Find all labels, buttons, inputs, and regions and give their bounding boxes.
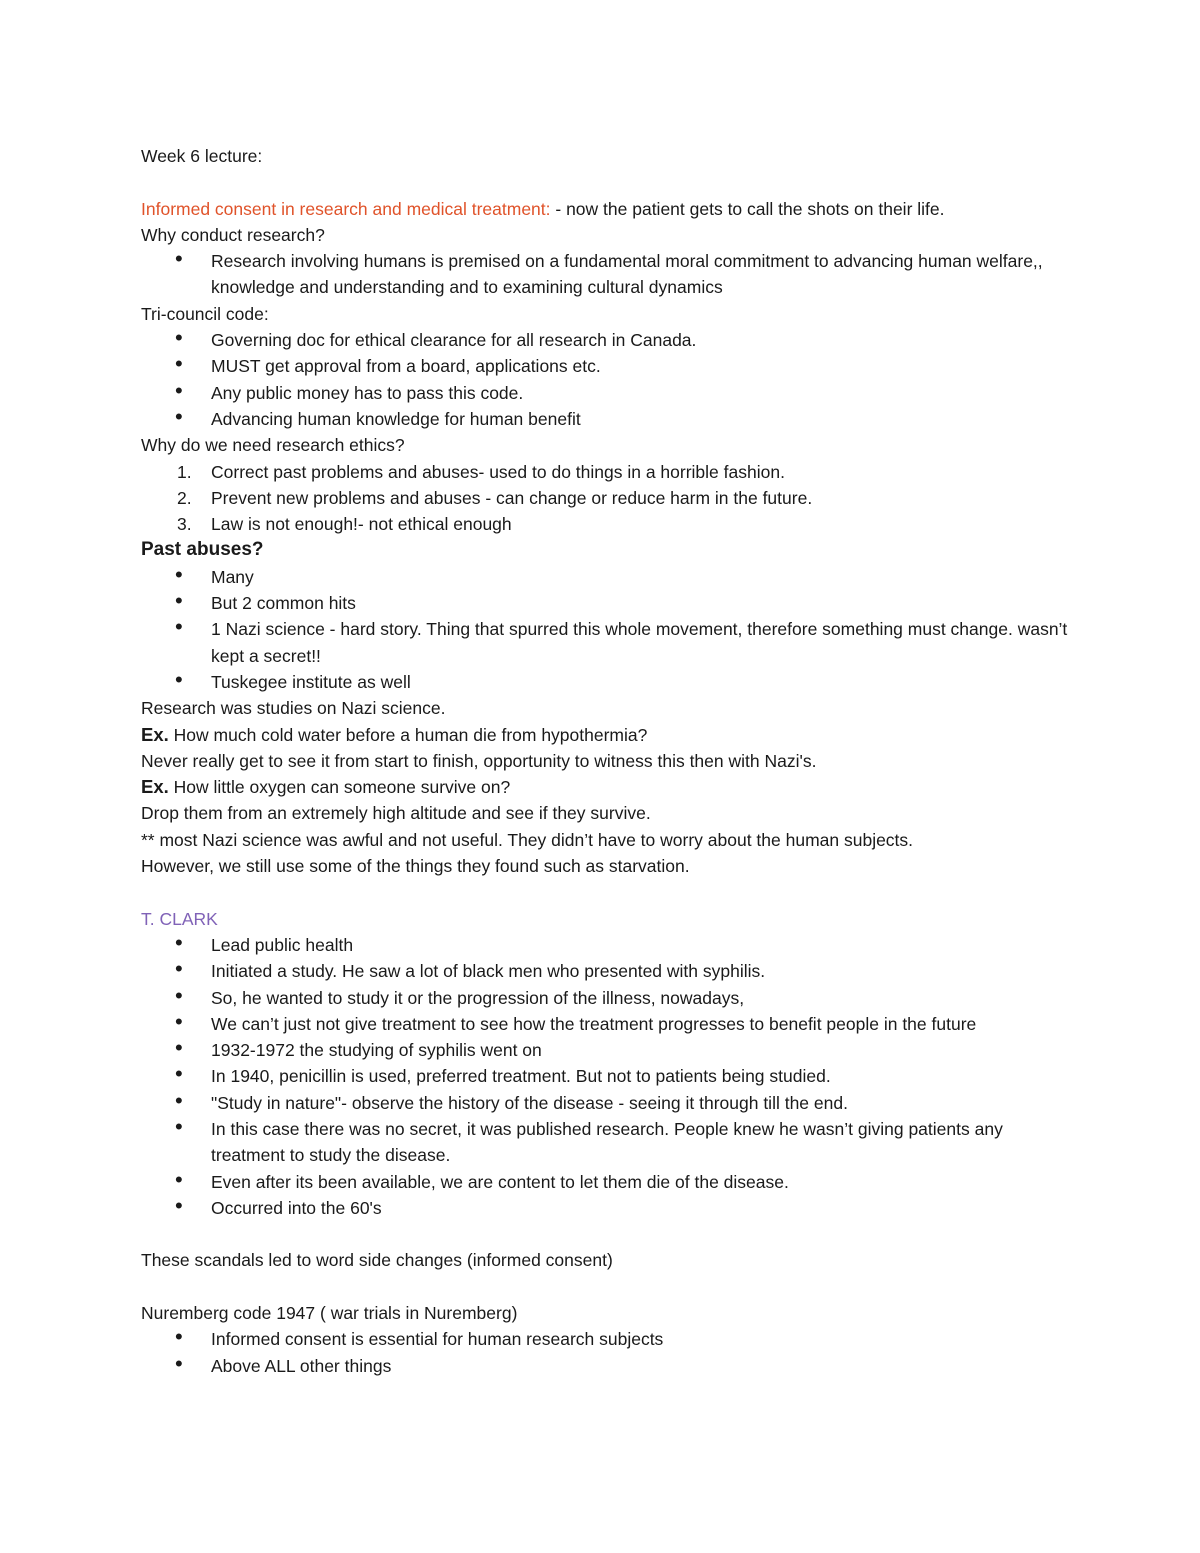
intro-line: [141, 196, 1071, 222]
clark-list: [141, 929, 1071, 1221]
bullet-icon: •: [175, 614, 183, 640]
document-body: [141, 143, 1071, 1379]
scandals-line: These scandals led to word side changes (informed consent): [141, 1250, 613, 1271]
spacer: [141, 879, 1071, 905]
example-2: [141, 774, 1071, 800]
list-item: [141, 666, 1071, 695]
list-item-text: 1 Nazi science - hard story. Thing that spurred this whole movement, therefore something must change. wasn’t kept a secret!!: [211, 619, 1068, 666]
numbered-item: [141, 485, 1071, 511]
why-ethics-list: [141, 459, 1071, 538]
numbered-item: [141, 459, 1071, 485]
list-item-text: Even after its been available, we are content to let them die of the disease.: [211, 1171, 789, 1192]
list-item: [141, 929, 1071, 958]
nuremberg-heading: Nuremberg code 1947 ( war trials in Nuremberg): [141, 1303, 518, 1324]
list-item: [141, 1166, 1071, 1195]
nazi-line-1: Research was studies on Nazi science.: [141, 698, 446, 719]
list-item-text: Law is not enough!- not ethical enough: [211, 514, 512, 535]
list-item-text: Informed consent is essential for human research subjects: [211, 1329, 664, 1350]
list-item: [141, 1037, 1071, 1063]
list-item-text: Many: [211, 566, 254, 587]
bullet-icon: •: [175, 666, 183, 692]
bullet-icon: •: [175, 1350, 183, 1376]
list-item-text: So, he wanted to study it or the progression of the illness, nowadays,: [211, 987, 745, 1008]
nazi-line-2: Never really get to see it from start to finish, opportunity to witness this then with Nazi's.: [141, 750, 817, 771]
nuremberg-list: [141, 1326, 1071, 1379]
item-number: 1.: [177, 461, 192, 482]
bullet-icon: •: [175, 377, 183, 403]
list-item: [141, 1113, 1071, 1169]
bullet-icon: •: [175, 1087, 183, 1113]
list-item-text: Advancing human knowledge for human benefit: [211, 408, 581, 429]
past-abuses-list: [141, 561, 1071, 695]
list-item-text: Above ALL other things: [211, 1355, 392, 1376]
example-1: [141, 722, 1071, 748]
list-item-text: "Study in nature"- observe the history of the disease - seeing it through till the end.: [211, 1092, 848, 1113]
list-item: [141, 982, 1071, 1011]
list-item: [141, 353, 1071, 379]
why-ethics-heading: Why do we need research ethics?: [141, 435, 405, 456]
list-item-text: We can’t just not give treatment to see how the treatment progresses to benefit people in the future: [211, 1013, 977, 1034]
list-item-text: 1932-1972 the studying of syphilis went on: [211, 1040, 542, 1061]
list-item: [141, 1192, 1071, 1221]
list-item-text: But 2 common hits: [211, 593, 356, 614]
list-item: [141, 248, 1071, 301]
nazi-line-4: ** most Nazi science was awful and not useful. They didn’t have to worry about the human subjects.: [141, 829, 914, 850]
bullet-icon: •: [175, 246, 183, 272]
list-item-text: In this case there was no secret, it was published research. People knew he wasn’t giving patients any treatment to study the disease.: [211, 1118, 1003, 1166]
list-item: [141, 958, 1071, 984]
list-item: [141, 590, 1071, 616]
list-item: [141, 403, 1071, 432]
item-number: 3.: [177, 514, 192, 535]
bullet-icon: •: [175, 1324, 183, 1350]
example-text: How much cold water before a human die from hypothermia?: [168, 724, 648, 745]
list-item: [141, 1350, 1071, 1379]
list-item-text: Tuskegee institute as well: [211, 671, 411, 692]
spacer: [141, 1221, 1071, 1247]
list-item-text: Occurred into the 60's: [211, 1197, 382, 1218]
list-item: [141, 1087, 1071, 1116]
bullet-icon: •: [175, 351, 183, 377]
past-abuses-heading: Past abuses?: [141, 539, 264, 561]
list-item: [141, 616, 1071, 669]
spacer: [141, 169, 1071, 195]
example-label: Ex.: [141, 723, 169, 745]
nazi-line-5: However, we still use some of the things they found such as starvation.: [141, 856, 690, 877]
list-item-text: Any public money has to pass this code.: [211, 382, 524, 403]
bullet-icon: •: [175, 1008, 183, 1034]
example-text: How little oxygen can someone survive on?: [168, 777, 511, 798]
intro-heading: Informed consent in research and medical treatment:: [141, 198, 551, 219]
list-item: [141, 377, 1071, 406]
nazi-line-3: Drop them from an extremely high altitude and see if they survive.: [141, 803, 651, 824]
list-item: [141, 327, 1071, 353]
list-item: [141, 561, 1071, 590]
intro-text: - now the patient gets to call the shots on their life.: [550, 198, 945, 219]
list-item: [141, 1008, 1071, 1037]
bullet-icon: •: [175, 325, 183, 351]
bullet-icon: •: [175, 1166, 183, 1192]
list-item-text: Governing doc for ethical clearance for all research in Canada.: [211, 330, 697, 351]
spacer: [141, 1274, 1071, 1300]
bullet-icon: •: [175, 956, 183, 982]
item-number: 2.: [177, 487, 192, 508]
clark-heading: T. CLARK: [141, 908, 218, 929]
list-item-text: In 1940, penicillin is used, preferred treatment. But not to patients being studied.: [211, 1066, 831, 1087]
bullet-icon: •: [175, 1061, 183, 1087]
bullet-icon: •: [175, 588, 183, 614]
tri-council-list: [141, 327, 1071, 432]
example-label: Ex.: [141, 776, 169, 798]
bullet-icon: •: [175, 1035, 183, 1061]
list-item-text: Correct past problems and abuses- used to do things in a horrible fashion.: [211, 461, 785, 482]
bullet-icon: •: [175, 1113, 183, 1139]
why-conduct-heading: Why conduct research?: [141, 224, 325, 245]
list-item-text: Prevent new problems and abuses - can change or reduce harm in the future.: [211, 487, 813, 508]
tri-council-heading: Tri-council code:: [141, 303, 269, 324]
list-item-text: MUST get approval from a board, applications etc.: [211, 356, 601, 377]
why-conduct-list: [141, 248, 1071, 301]
document-title: Week 6 lecture:: [141, 146, 263, 166]
list-item-text: Research involving humans is premised on a fundamental moral commitment to advancing human welfare,, knowledge and understanding and to examining cultural dynamics: [211, 251, 1043, 298]
bullet-icon: •: [175, 1192, 183, 1218]
bullet-icon: •: [175, 561, 183, 587]
numbered-item: [141, 511, 1071, 537]
list-item: [141, 1063, 1071, 1089]
bullet-icon: •: [175, 403, 183, 429]
list-item: [141, 1326, 1071, 1352]
list-item-text: Lead public health: [211, 934, 354, 955]
list-item-text: Initiated a study. He saw a lot of black men who presented with syphilis.: [211, 961, 766, 982]
bullet-icon: •: [175, 982, 183, 1008]
bullet-icon: •: [175, 929, 183, 955]
